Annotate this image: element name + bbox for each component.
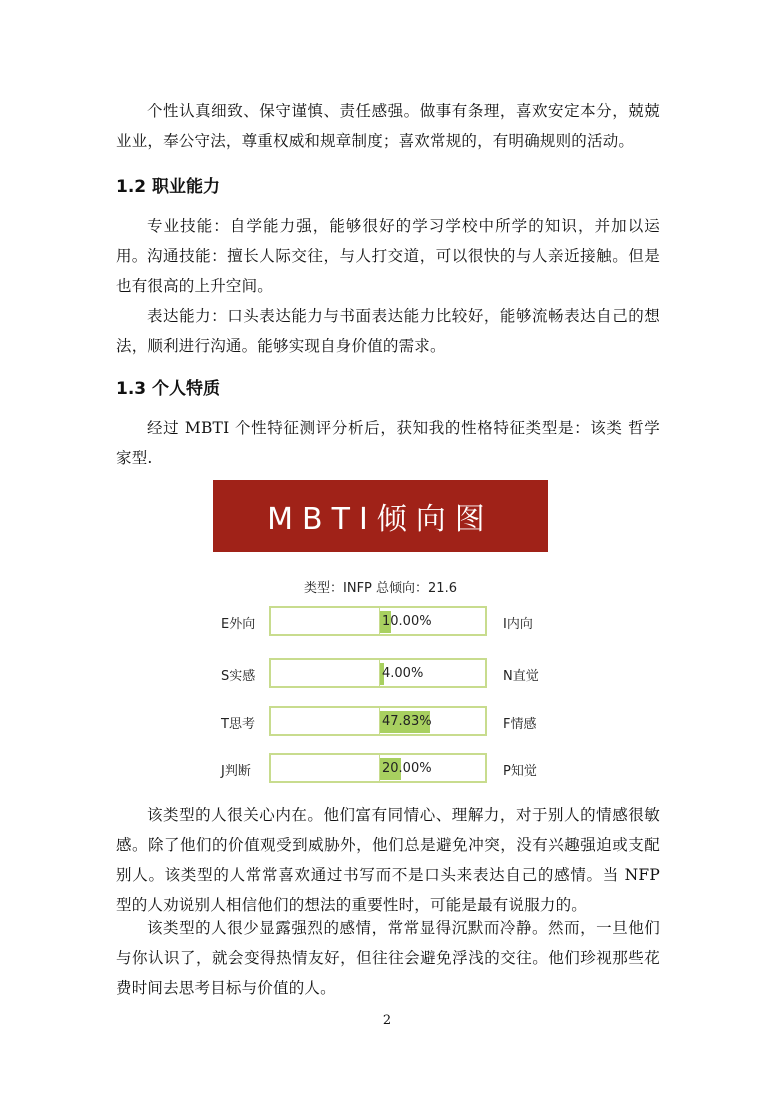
mbti-left-label: S实感 <box>221 669 256 684</box>
mbti-right-label: N直觉 <box>503 669 539 684</box>
mbti-left-label: T思考 <box>221 717 255 732</box>
mbti-chart <box>213 480 548 785</box>
heading-personal-traits: 1.3 个人特质 <box>116 379 221 399</box>
mbti-right-label: I内向 <box>503 617 533 632</box>
mbti-row-jp <box>213 753 548 783</box>
paragraph-type-emotions: 该类型的人很少显露强烈的感情，常常显得沉默而冷静。然而，一旦他们与你认识了，就会变得热情友好，但往往会避免浮浅的交往。他们珍视那些花费时间去思考目标与价值的人。 <box>116 919 660 997</box>
mbti-banner <box>213 480 548 552</box>
mbti-left-label: J判断 <box>221 764 251 779</box>
mbti-bar-percent: 4.00% <box>382 666 424 681</box>
mbti-row-sn <box>213 658 548 688</box>
paragraph-mbti-intro: 经过 MBTI 个性特征测评分析后，获知我的性格特征类型是：该类 哲学家型. <box>116 419 660 467</box>
mbti-bar-box <box>269 706 487 736</box>
mbti-bar-box <box>269 658 487 688</box>
mbti-bar-percent: 47.83% <box>382 714 432 729</box>
mbti-row-tf <box>213 706 548 736</box>
page-number: 2 <box>382 1013 392 1028</box>
heading-career-ability: 1.2 职业能力 <box>116 177 221 197</box>
mbti-bar-percent: 20.00% <box>382 761 432 776</box>
mbti-bar-box <box>269 753 487 783</box>
paragraph-expression-ability: 表达能力：口头表达能力与书面表达能力比较好，能够流畅表达自己的想法，顺利进行沟通。能够实现自身价值的需求。 <box>116 307 660 355</box>
paragraph-type-description: 该类型的人很关心内在。他们富有同情心、理解力，对于别人的情感很敏感。除了他们的价值观受到威胁外，他们总是避免冲突，没有兴趣强迫或支配别人。该类型的人常常喜欢通过书写而不是口头来表达自己的感情。当 NFP 型的人劝说别人相信他们的想法的重要性时，可能是最有说服力的。 <box>116 806 660 914</box>
paragraph-communication-skill: 沟通技能：擅长人际交往，与人打交道，可以很快的与人亲近接触。但是也有很高的上升空间。 <box>116 247 660 295</box>
mbti-right-label: F情感 <box>503 717 537 732</box>
mbti-right-label: P知觉 <box>503 764 537 779</box>
mbti-left-label: E外向 <box>221 617 256 632</box>
paragraph-professional-skill: 专业技能：自学能力强，能够很好的学习学校中所学的知识，并加以运用。 <box>116 217 660 265</box>
paragraph-personality: 个性认真细致、保守谨慎、责任感强。做事有条理，喜欢安定本分，兢兢业业，奉公守法，尊重权威和规章制度；喜欢常规的，有明确规则的活动。 <box>116 102 660 150</box>
mbti-banner-title: MBTI倾向图 <box>267 502 494 537</box>
mbti-bar-box <box>269 606 487 636</box>
mbti-row-ei <box>213 606 548 636</box>
mbti-summary: 类型：INFP 总倾向：21.6 <box>304 581 457 596</box>
mbti-bar-percent: 10.00% <box>382 614 432 629</box>
